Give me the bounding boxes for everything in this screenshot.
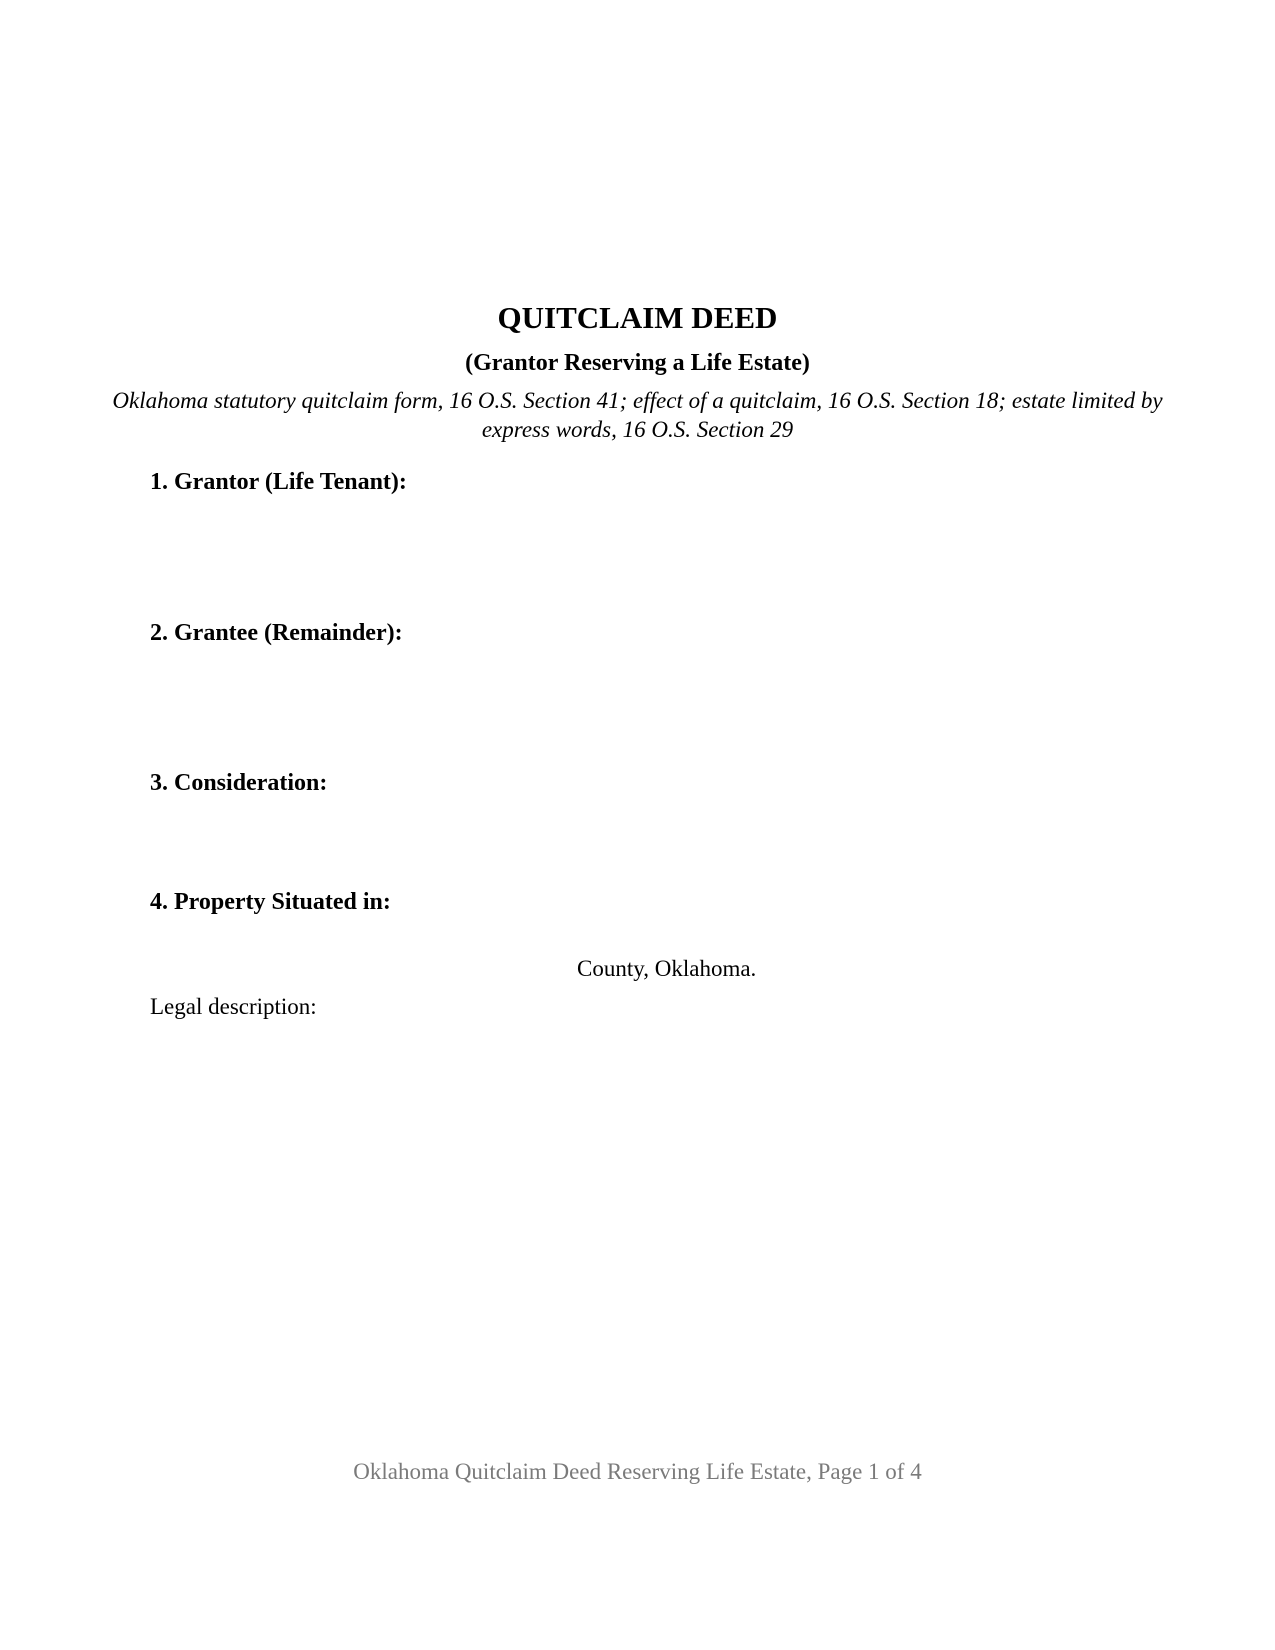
statutory-citation: Oklahoma statutory quitclaim form, 16 O.S. Section 41; effect of a quitclaim, 16 O.S. Section 18; estate limited by express words, 16 O.S. Section 29 [112,388,1163,442]
property-heading: 4. Property Situated in: [150,889,391,915]
county-state-text: County, Oklahoma. [577,956,757,981]
legal-description-label: Legal description: [150,994,317,1019]
document-subtitle: (Grantor Reserving a Life Estate) [465,350,810,376]
document-title: QUITCLAIM DEED [497,300,778,335]
consideration-heading: 3. Consideration: [150,770,328,796]
grantee-heading: 2. Grantee (Remainder): [150,620,403,646]
grantor-heading: 1. Grantor (Life Tenant): [150,469,407,495]
page-footer: Oklahoma Quitclaim Deed Reserving Life Estate, Page 1 of 4 [353,1459,922,1484]
county-name-blank [150,957,570,983]
